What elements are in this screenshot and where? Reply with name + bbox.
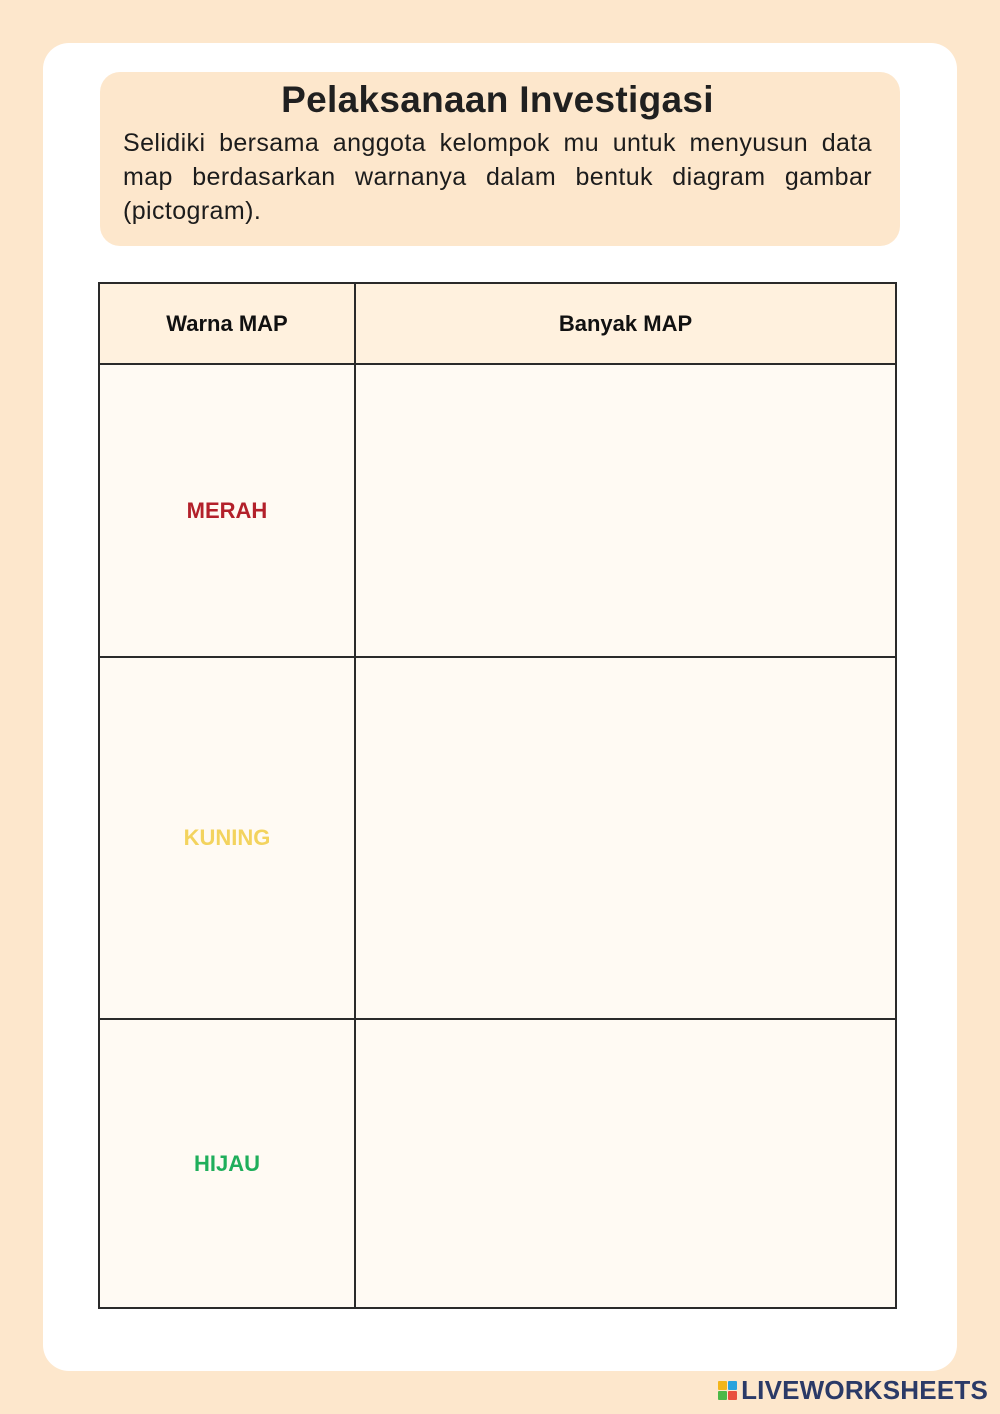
answer-drop-area-hijau[interactable] [355, 1019, 896, 1308]
table-row-hijau [99, 1019, 896, 1308]
brand-name: LIVEWORKSHEETS [741, 1375, 988, 1405]
color-label-hijau: HIJAU [99, 1019, 355, 1308]
liveworksheets-logo-icon [718, 1381, 737, 1400]
column-header-count: Banyak MAP [355, 283, 896, 364]
brand-footer [718, 1375, 988, 1406]
instruction-text: Selidiki bersama anggota kelompok mu untuk menyusun data map berdasarkan warnanya dalam bentuk diagram gambar (pictogram). [123, 129, 872, 225]
column-header-color: Warna MAP [99, 283, 355, 364]
answer-drop-area-kuning[interactable] [355, 657, 896, 1019]
data-table [98, 282, 897, 1309]
table-header-row [99, 283, 896, 364]
table-row-kuning [99, 657, 896, 1019]
instruction-box [100, 72, 900, 246]
color-label-kuning: KUNING [99, 657, 355, 1019]
page-title: Pelaksanaan Investigasi [281, 79, 714, 120]
answer-drop-area-merah[interactable] [355, 364, 896, 657]
table-row-merah [99, 364, 896, 657]
color-label-merah: MERAH [99, 364, 355, 657]
